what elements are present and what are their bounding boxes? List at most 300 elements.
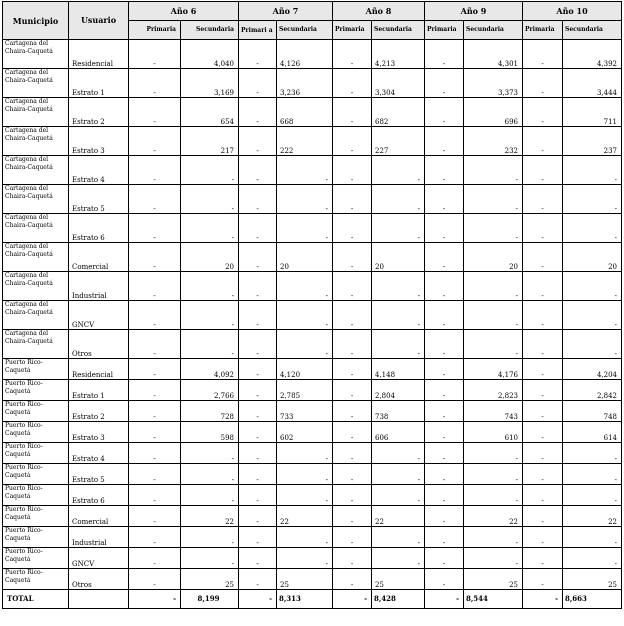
cell-primaria: - xyxy=(523,330,563,359)
cell-usuario: Estrato 6 xyxy=(69,485,129,506)
cell-usuario: Estrato 2 xyxy=(69,98,129,127)
cell-primaria: - xyxy=(333,214,372,243)
total-row xyxy=(3,590,622,609)
table-row xyxy=(3,506,622,527)
table-row xyxy=(3,156,622,185)
cell-primaria: - xyxy=(425,422,464,443)
header-secundaria: Secundaria xyxy=(372,21,425,40)
cell-primaria: - xyxy=(333,422,372,443)
header-primaria: Primari a xyxy=(239,21,277,40)
cell-municipio: Puerto Rico-Caquetá xyxy=(3,527,69,548)
cell-primaria: - xyxy=(239,69,277,98)
table-body xyxy=(3,40,622,609)
cell-municipio: Puerto Rico-Caquetá xyxy=(3,401,69,422)
cell-usuario: Estrato 4 xyxy=(69,443,129,464)
cell-secundaria: 22 xyxy=(372,506,425,527)
cell-secundaria: - xyxy=(277,272,333,301)
cell-municipio: Cartagena del Chaira-Caquetá xyxy=(3,98,69,127)
cell-secundaria: - xyxy=(277,443,333,464)
total-secundaria: 8,663 xyxy=(563,590,622,609)
cell-secundaria: 2,823 xyxy=(464,380,523,401)
cell-secundaria: 2,766 xyxy=(181,380,239,401)
cell-primaria: - xyxy=(129,569,181,590)
cell-primaria: - xyxy=(425,506,464,527)
header-year-7: Año 7 xyxy=(239,2,333,21)
cell-usuario: Estrato 5 xyxy=(69,464,129,485)
cell-primaria: - xyxy=(425,443,464,464)
cell-secundaria: - xyxy=(563,272,622,301)
cell-secundaria: - xyxy=(563,527,622,548)
cell-secundaria: - xyxy=(277,485,333,506)
cell-secundaria: - xyxy=(464,272,523,301)
cell-primaria: - xyxy=(129,301,181,330)
cell-secundaria: 602 xyxy=(277,422,333,443)
cell-secundaria: - xyxy=(563,185,622,214)
cell-primaria: - xyxy=(523,380,563,401)
cell-secundaria: 4,176 xyxy=(464,359,523,380)
total-primaria: - xyxy=(523,590,563,609)
cell-primaria: - xyxy=(239,527,277,548)
cell-primaria: - xyxy=(239,569,277,590)
cell-secundaria: 237 xyxy=(563,127,622,156)
cell-usuario: Otros xyxy=(69,569,129,590)
table-wrapper xyxy=(2,1,621,609)
cell-primaria: - xyxy=(239,301,277,330)
cell-primaria: - xyxy=(239,330,277,359)
cell-secundaria: - xyxy=(563,485,622,506)
cell-secundaria: 222 xyxy=(277,127,333,156)
cell-primaria: - xyxy=(425,69,464,98)
cell-usuario: Industrial xyxy=(69,272,129,301)
cell-secundaria: 4,126 xyxy=(277,40,333,69)
cell-primaria: - xyxy=(333,380,372,401)
cell-secundaria: 606 xyxy=(372,422,425,443)
cell-secundaria: - xyxy=(181,464,239,485)
table-row xyxy=(3,569,622,590)
total-secundaria: 8,313 xyxy=(277,590,333,609)
table-row xyxy=(3,401,622,422)
cell-primaria: - xyxy=(129,485,181,506)
cell-municipio: Puerto Rico-Caquetá xyxy=(3,548,69,569)
cell-primaria: - xyxy=(129,401,181,422)
total-primaria: - xyxy=(333,590,372,609)
cell-primaria: - xyxy=(425,127,464,156)
cell-municipio: Cartagena del Chaira-Caquetá xyxy=(3,214,69,243)
header-secundaria: Secundaria xyxy=(181,21,239,40)
cell-primaria: - xyxy=(425,214,464,243)
cell-primaria: - xyxy=(425,272,464,301)
total-primaria: - xyxy=(425,590,464,609)
cell-primaria: - xyxy=(333,272,372,301)
cell-municipio: Cartagena del Chaira-Caquetá xyxy=(3,272,69,301)
header-year-9: Año 9 xyxy=(425,2,523,21)
cell-secundaria: 22 xyxy=(277,506,333,527)
cell-primaria: - xyxy=(129,98,181,127)
cell-secundaria: - xyxy=(372,214,425,243)
cell-primaria: - xyxy=(333,506,372,527)
cell-usuario: Comercial xyxy=(69,506,129,527)
cell-secundaria: 22 xyxy=(563,506,622,527)
cell-secundaria: 748 xyxy=(563,401,622,422)
cell-secundaria: 696 xyxy=(464,98,523,127)
cell-primaria: - xyxy=(129,127,181,156)
cell-primaria: - xyxy=(425,527,464,548)
cell-primaria: - xyxy=(129,359,181,380)
header-usuario: Usuario xyxy=(69,2,129,40)
cell-secundaria: 4,392 xyxy=(563,40,622,69)
cell-secundaria: - xyxy=(464,301,523,330)
cell-primaria: - xyxy=(425,185,464,214)
cell-secundaria: - xyxy=(277,330,333,359)
cell-municipio: Puerto Rico-Caquetá xyxy=(3,569,69,590)
cell-secundaria: 22 xyxy=(464,506,523,527)
cell-usuario: Residencial xyxy=(69,40,129,69)
cell-primaria: - xyxy=(523,464,563,485)
cell-primaria: - xyxy=(523,359,563,380)
table-row xyxy=(3,359,622,380)
cell-primaria: - xyxy=(129,464,181,485)
cell-secundaria: 598 xyxy=(181,422,239,443)
cell-primaria: - xyxy=(333,401,372,422)
cell-primaria: - xyxy=(129,214,181,243)
cell-primaria: - xyxy=(523,506,563,527)
cell-primaria: - xyxy=(425,464,464,485)
cell-primaria: - xyxy=(333,548,372,569)
cell-primaria: - xyxy=(239,185,277,214)
cell-secundaria: 3,304 xyxy=(372,69,425,98)
cell-primaria: - xyxy=(333,330,372,359)
cell-secundaria: - xyxy=(181,330,239,359)
cell-secundaria: 614 xyxy=(563,422,622,443)
cell-secundaria: 2,804 xyxy=(372,380,425,401)
cell-secundaria: 232 xyxy=(464,127,523,156)
table-row xyxy=(3,548,622,569)
cell-secundaria: - xyxy=(372,156,425,185)
table-row xyxy=(3,330,622,359)
cell-primaria: - xyxy=(239,127,277,156)
header-year-8: Año 8 xyxy=(333,2,425,21)
cell-primaria: - xyxy=(129,243,181,272)
cell-primaria: - xyxy=(333,243,372,272)
cell-usuario: Estrato 4 xyxy=(69,156,129,185)
table-row xyxy=(3,443,622,464)
cell-primaria: - xyxy=(425,156,464,185)
cell-secundaria: - xyxy=(464,464,523,485)
cell-secundaria: - xyxy=(464,485,523,506)
cell-secundaria: - xyxy=(372,485,425,506)
header-primaria: Primaria xyxy=(333,21,372,40)
cell-secundaria: - xyxy=(563,330,622,359)
cell-secundaria: 738 xyxy=(372,401,425,422)
cell-primaria: - xyxy=(523,156,563,185)
cell-secundaria: 20 xyxy=(372,243,425,272)
cell-usuario: Industrial xyxy=(69,527,129,548)
table-row xyxy=(3,464,622,485)
cell-primaria: - xyxy=(425,40,464,69)
cell-municipio: Cartagena del Chaira-Caquetá xyxy=(3,330,69,359)
table-row xyxy=(3,485,622,506)
cell-primaria: - xyxy=(523,69,563,98)
cell-primaria: - xyxy=(239,98,277,127)
cell-secundaria: - xyxy=(181,214,239,243)
cell-secundaria: 711 xyxy=(563,98,622,127)
cell-primaria: - xyxy=(425,548,464,569)
cell-usuario: Estrato 3 xyxy=(69,422,129,443)
cell-primaria: - xyxy=(239,506,277,527)
cell-secundaria: - xyxy=(563,156,622,185)
cell-secundaria: - xyxy=(277,464,333,485)
cell-secundaria: 4,204 xyxy=(563,359,622,380)
cell-primaria: - xyxy=(333,40,372,69)
header-year-10: Año 10 xyxy=(523,2,622,21)
cell-primaria: - xyxy=(239,443,277,464)
cell-primaria: - xyxy=(425,301,464,330)
header-secundaria: Secundaria xyxy=(563,21,622,40)
cell-secundaria: - xyxy=(181,443,239,464)
cell-secundaria: 4,040 xyxy=(181,40,239,69)
table-row xyxy=(3,185,622,214)
cell-usuario: Estrato 1 xyxy=(69,380,129,401)
table-row xyxy=(3,527,622,548)
cell-primaria: - xyxy=(523,422,563,443)
cell-primaria: - xyxy=(239,359,277,380)
cell-secundaria: 682 xyxy=(372,98,425,127)
cell-secundaria: 668 xyxy=(277,98,333,127)
cell-primaria: - xyxy=(523,485,563,506)
cell-secundaria: 733 xyxy=(277,401,333,422)
cell-secundaria: - xyxy=(372,185,425,214)
total-primaria: - xyxy=(129,590,181,609)
cell-secundaria: 217 xyxy=(181,127,239,156)
cell-secundaria: - xyxy=(372,330,425,359)
cell-secundaria: 743 xyxy=(464,401,523,422)
cell-primaria: - xyxy=(333,98,372,127)
cell-primaria: - xyxy=(523,301,563,330)
cell-secundaria: - xyxy=(563,214,622,243)
cell-secundaria: 20 xyxy=(563,243,622,272)
cell-municipio: Puerto Rico-Caquetá xyxy=(3,422,69,443)
cell-secundaria: 3,444 xyxy=(563,69,622,98)
cell-primaria: - xyxy=(333,527,372,548)
cell-primaria: - xyxy=(129,69,181,98)
cell-usuario: Estrato 2 xyxy=(69,401,129,422)
cell-secundaria: 4,301 xyxy=(464,40,523,69)
cell-primaria: - xyxy=(239,380,277,401)
total-primaria: - xyxy=(239,590,277,609)
cell-primaria: - xyxy=(129,380,181,401)
cell-municipio: Puerto Rico-Caquetá xyxy=(3,506,69,527)
cell-primaria: - xyxy=(425,330,464,359)
cell-usuario: Residencial xyxy=(69,359,129,380)
cell-primaria: - xyxy=(333,69,372,98)
cell-secundaria: 610 xyxy=(464,422,523,443)
total-usuario-empty xyxy=(69,590,129,609)
cell-primaria: - xyxy=(129,156,181,185)
cell-primaria: - xyxy=(239,243,277,272)
header-primaria: Primaria xyxy=(425,21,464,40)
table-row xyxy=(3,40,622,69)
cell-municipio: Cartagena del Chaira-Caquetá xyxy=(3,69,69,98)
cell-secundaria: - xyxy=(563,548,622,569)
cell-secundaria: 4,092 xyxy=(181,359,239,380)
cell-primaria: - xyxy=(239,214,277,243)
cell-primaria: - xyxy=(523,272,563,301)
total-secundaria: 8,544 xyxy=(464,590,523,609)
header-primaria: Primaria xyxy=(523,21,563,40)
cell-secundaria: 4,148 xyxy=(372,359,425,380)
cell-primaria: - xyxy=(523,98,563,127)
cell-municipio: Puerto Rico-Caquetá xyxy=(3,380,69,401)
cell-primaria: - xyxy=(333,301,372,330)
cell-primaria: - xyxy=(129,506,181,527)
cell-primaria: - xyxy=(333,464,372,485)
cell-primaria: - xyxy=(523,401,563,422)
header-municipio: Municipio xyxy=(3,2,69,40)
consumption-table xyxy=(2,1,622,609)
cell-secundaria: 25 xyxy=(464,569,523,590)
cell-municipio: Puerto Rico-Caquetá xyxy=(3,464,69,485)
cell-secundaria: - xyxy=(181,527,239,548)
cell-primaria: - xyxy=(523,127,563,156)
cell-secundaria: - xyxy=(372,527,425,548)
cell-secundaria: - xyxy=(181,548,239,569)
cell-secundaria: - xyxy=(277,185,333,214)
cell-secundaria: - xyxy=(277,156,333,185)
cell-usuario: Comercial xyxy=(69,243,129,272)
cell-secundaria: 654 xyxy=(181,98,239,127)
cell-secundaria: - xyxy=(464,330,523,359)
cell-usuario: Estrato 3 xyxy=(69,127,129,156)
cell-primaria: - xyxy=(129,443,181,464)
cell-secundaria: - xyxy=(277,548,333,569)
cell-secundaria: 25 xyxy=(563,569,622,590)
cell-secundaria: 2,842 xyxy=(563,380,622,401)
cell-usuario: Estrato 5 xyxy=(69,185,129,214)
header-secundaria: Secundaria xyxy=(464,21,523,40)
cell-primaria: - xyxy=(333,359,372,380)
cell-secundaria: - xyxy=(181,485,239,506)
cell-municipio: Cartagena del Chaira-Caquetá xyxy=(3,243,69,272)
cell-primaria: - xyxy=(425,98,464,127)
cell-secundaria: - xyxy=(464,214,523,243)
cell-usuario: Estrato 6 xyxy=(69,214,129,243)
cell-secundaria: - xyxy=(372,443,425,464)
cell-usuario: GNCV xyxy=(69,548,129,569)
table-row xyxy=(3,69,622,98)
cell-secundaria: 3,236 xyxy=(277,69,333,98)
cell-primaria: - xyxy=(129,548,181,569)
cell-secundaria: - xyxy=(181,301,239,330)
cell-secundaria: - xyxy=(563,443,622,464)
cell-usuario: GNCV xyxy=(69,301,129,330)
cell-secundaria: - xyxy=(181,156,239,185)
cell-secundaria: - xyxy=(181,185,239,214)
cell-municipio: Cartagena del Chaira-Caquetá xyxy=(3,185,69,214)
cell-primaria: - xyxy=(239,272,277,301)
cell-secundaria: 20 xyxy=(464,243,523,272)
cell-primaria: - xyxy=(239,485,277,506)
cell-secundaria: - xyxy=(563,301,622,330)
cell-primaria: - xyxy=(129,272,181,301)
cell-municipio: Puerto Rico-Caquetá xyxy=(3,485,69,506)
cell-secundaria: 25 xyxy=(181,569,239,590)
table-row xyxy=(3,380,622,401)
table-row xyxy=(3,272,622,301)
cell-secundaria: 22 xyxy=(181,506,239,527)
cell-primaria: - xyxy=(523,443,563,464)
cell-secundaria: - xyxy=(464,156,523,185)
table-row xyxy=(3,301,622,330)
cell-secundaria: - xyxy=(372,548,425,569)
cell-primaria: - xyxy=(425,485,464,506)
cell-primaria: - xyxy=(239,464,277,485)
total-secundaria: 8,199 xyxy=(181,590,239,609)
total-label: TOTAL xyxy=(3,590,69,609)
cell-secundaria: 3,169 xyxy=(181,69,239,98)
cell-secundaria: 227 xyxy=(372,127,425,156)
cell-secundaria: 4,213 xyxy=(372,40,425,69)
header-primaria: Primaria xyxy=(129,21,181,40)
cell-primaria: - xyxy=(523,243,563,272)
cell-secundaria: 20 xyxy=(277,243,333,272)
cell-primaria: - xyxy=(333,156,372,185)
cell-primaria: - xyxy=(523,527,563,548)
cell-municipio: Cartagena del Chaira-Caquetá xyxy=(3,40,69,69)
cell-secundaria: - xyxy=(464,548,523,569)
cell-secundaria: 25 xyxy=(372,569,425,590)
cell-primaria: - xyxy=(523,569,563,590)
cell-primaria: - xyxy=(425,380,464,401)
cell-primaria: - xyxy=(129,330,181,359)
cell-municipio: Cartagena del Chaira-Caquetá xyxy=(3,127,69,156)
cell-secundaria: - xyxy=(372,464,425,485)
cell-usuario: Otros xyxy=(69,330,129,359)
cell-primaria: - xyxy=(239,422,277,443)
cell-usuario: Estrato 1 xyxy=(69,69,129,98)
cell-primaria: - xyxy=(425,569,464,590)
cell-municipio: Puerto Rico-Caquetá xyxy=(3,443,69,464)
cell-primaria: - xyxy=(333,443,372,464)
header-year-6: Año 6 xyxy=(129,2,239,21)
cell-primaria: - xyxy=(239,401,277,422)
cell-primaria: - xyxy=(239,40,277,69)
cell-primaria: - xyxy=(523,40,563,69)
cell-primaria: - xyxy=(425,243,464,272)
cell-secundaria: 3,373 xyxy=(464,69,523,98)
cell-secundaria: - xyxy=(372,272,425,301)
cell-primaria: - xyxy=(425,401,464,422)
cell-secundaria: 20 xyxy=(181,243,239,272)
cell-primaria: - xyxy=(523,548,563,569)
cell-municipio: Puerto Rico-Caquetá xyxy=(3,359,69,380)
cell-primaria: - xyxy=(523,214,563,243)
cell-municipio: Cartagena del Chaira-Caquetá xyxy=(3,301,69,330)
total-secundaria: 8,428 xyxy=(372,590,425,609)
cell-primaria: - xyxy=(333,185,372,214)
cell-secundaria: 728 xyxy=(181,401,239,422)
table-row xyxy=(3,127,622,156)
table-row xyxy=(3,98,622,127)
cell-primaria: - xyxy=(333,485,372,506)
cell-secundaria: - xyxy=(181,272,239,301)
cell-primaria: - xyxy=(129,422,181,443)
cell-secundaria: - xyxy=(372,301,425,330)
cell-secundaria: - xyxy=(464,527,523,548)
cell-secundaria: - xyxy=(464,185,523,214)
cell-primaria: - xyxy=(239,548,277,569)
cell-municipio: Cartagena del Chaira-Caquetá xyxy=(3,156,69,185)
cell-primaria: - xyxy=(333,569,372,590)
